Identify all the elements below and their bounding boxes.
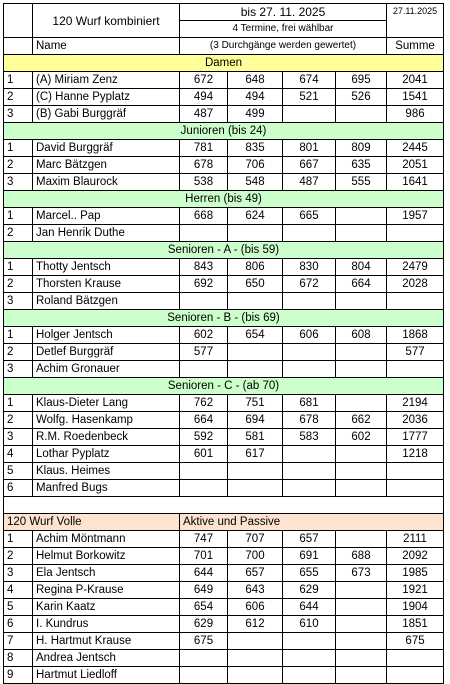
sum-cell: 577 xyxy=(387,344,444,361)
score-cell: 664 xyxy=(336,276,387,293)
score-cell: 667 xyxy=(283,157,336,174)
table-row xyxy=(4,208,444,225)
sum-cell: 2445 xyxy=(387,140,444,157)
score-cell: 700 xyxy=(228,548,283,565)
rank-cell: 3 xyxy=(4,293,33,310)
section-header xyxy=(4,55,444,72)
score-cell xyxy=(228,344,283,361)
rank-cell: 3 xyxy=(4,361,33,378)
score-cell xyxy=(336,650,387,667)
sum-cell: 1851 xyxy=(387,616,444,633)
score-cell xyxy=(283,225,336,242)
score-cell xyxy=(336,208,387,225)
table-row xyxy=(4,327,444,344)
score-cell xyxy=(180,480,228,497)
section-title: Damen xyxy=(4,55,444,72)
score-cell: 601 xyxy=(180,446,228,463)
score-cell xyxy=(336,106,387,123)
player-name: Ela Jentsch xyxy=(33,565,180,582)
score-cell xyxy=(336,582,387,599)
score-cell: 608 xyxy=(336,327,387,344)
score-cell: 672 xyxy=(180,72,228,89)
table-row xyxy=(4,140,444,157)
section-title: Senioren - C - (ab 70) xyxy=(4,378,444,395)
player-name: Marc Bätzgen xyxy=(33,157,180,174)
score-cell xyxy=(180,225,228,242)
sum-cell: 2479 xyxy=(387,259,444,276)
rank-cell: 1 xyxy=(4,327,33,344)
table-row xyxy=(4,667,444,684)
player-name: (C) Hanne Pyplatz xyxy=(33,89,180,106)
player-name: Roland Bätzgen xyxy=(33,293,180,310)
deadline-label: bis 27. 11. 2025 xyxy=(180,4,387,21)
score-cell: 644 xyxy=(180,565,228,582)
score-cell: 781 xyxy=(180,140,228,157)
score-cell xyxy=(336,361,387,378)
score-cell: 648 xyxy=(228,72,283,89)
rank-cell: 4 xyxy=(4,582,33,599)
table-row xyxy=(4,276,444,293)
score-cell: 694 xyxy=(228,412,283,429)
score-cell xyxy=(336,531,387,548)
score-cell xyxy=(180,463,228,480)
sum-cell: 2028 xyxy=(387,276,444,293)
sum-cell xyxy=(387,480,444,497)
section-title: Senioren - B - (bis 69) xyxy=(4,310,444,327)
score-cell xyxy=(336,395,387,412)
score-cell xyxy=(283,667,336,684)
score-cell: 673 xyxy=(336,565,387,582)
player-name: Hartmut Liedloff xyxy=(33,667,180,684)
sum-cell: 1541 xyxy=(387,89,444,106)
table-row xyxy=(4,531,444,548)
score-cell: 672 xyxy=(283,276,336,293)
volle-subtitle: Aktive und Passive xyxy=(180,514,444,531)
rank-cell: 1 xyxy=(4,531,33,548)
score-cell xyxy=(336,225,387,242)
score-cell: 592 xyxy=(180,429,228,446)
score-cell: 610 xyxy=(283,616,336,633)
score-cell: 555 xyxy=(336,174,387,191)
column-header-name: Name xyxy=(33,38,180,55)
rank-cell: 2 xyxy=(4,548,33,565)
table-row xyxy=(4,157,444,174)
table-row xyxy=(4,412,444,429)
sum-cell: 1985 xyxy=(387,565,444,582)
sum-cell: 2051 xyxy=(387,157,444,174)
rank-cell: 1 xyxy=(4,72,33,89)
score-cell xyxy=(336,667,387,684)
table-row xyxy=(4,89,444,106)
score-cell xyxy=(283,463,336,480)
score-cell: 612 xyxy=(228,616,283,633)
table-row xyxy=(4,259,444,276)
score-cell: 809 xyxy=(336,140,387,157)
rank-cell: 3 xyxy=(4,174,33,191)
table-row xyxy=(4,463,444,480)
rank-cell: 4 xyxy=(4,446,33,463)
score-cell xyxy=(283,650,336,667)
score-cell xyxy=(283,633,336,650)
score-cell: 654 xyxy=(228,327,283,344)
player-name: Klaus. Heimes xyxy=(33,463,180,480)
sheet-title: 120 Wurf kombiniert xyxy=(33,4,180,38)
score-cell xyxy=(180,667,228,684)
rank-cell: 2 xyxy=(4,276,33,293)
table-row xyxy=(4,361,444,378)
score-cell: 526 xyxy=(336,89,387,106)
score-cell xyxy=(228,667,283,684)
rank-cell: 2 xyxy=(4,89,33,106)
header-row-1 xyxy=(4,4,444,21)
score-cell: 692 xyxy=(180,276,228,293)
table-row xyxy=(4,582,444,599)
rank-cell: 3 xyxy=(4,106,33,123)
sum-cell: 2111 xyxy=(387,531,444,548)
table-row xyxy=(4,633,444,650)
score-cell xyxy=(283,293,336,310)
column-header-sum: Summe xyxy=(387,38,444,55)
score-cell: 650 xyxy=(228,276,283,293)
score-cell: 499 xyxy=(228,106,283,123)
score-cell: 487 xyxy=(180,106,228,123)
rank-cell: 1 xyxy=(4,140,33,157)
score-cell xyxy=(336,616,387,633)
score-cell: 806 xyxy=(228,259,283,276)
sum-cell: 1904 xyxy=(387,599,444,616)
sum-cell: 1641 xyxy=(387,174,444,191)
rule-label: (3 Durchgänge werden gewertet) xyxy=(180,38,387,55)
score-cell: 487 xyxy=(283,174,336,191)
score-cell: 701 xyxy=(180,548,228,565)
sum-cell: 2194 xyxy=(387,395,444,412)
score-cell: 843 xyxy=(180,259,228,276)
score-cell xyxy=(336,446,387,463)
section-gap xyxy=(4,497,444,514)
player-name: R.M. Roedenbeck xyxy=(33,429,180,446)
header-row-3 xyxy=(4,38,444,55)
rank-cell: 2 xyxy=(4,225,33,242)
sum-cell: 2041 xyxy=(387,72,444,89)
player-name: Maxim Blaurock xyxy=(33,174,180,191)
player-name: Thotty Jentsch xyxy=(33,259,180,276)
score-cell: 629 xyxy=(283,582,336,599)
rank-cell: 3 xyxy=(4,429,33,446)
sum-cell xyxy=(387,293,444,310)
score-cell xyxy=(228,463,283,480)
score-cell: 747 xyxy=(180,531,228,548)
sum-cell: 2036 xyxy=(387,412,444,429)
table-row xyxy=(4,565,444,582)
section-title: Junioren (bis 24) xyxy=(4,123,444,140)
score-cell: 830 xyxy=(283,259,336,276)
player-name: Karin Kaatz xyxy=(33,599,180,616)
score-cell xyxy=(283,446,336,463)
player-name: Regina P-Krause xyxy=(33,582,180,599)
sum-cell: 986 xyxy=(387,106,444,123)
volle-header xyxy=(4,514,444,531)
terms-label: 4 Termine, frei wählbar xyxy=(180,21,387,38)
score-cell: 681 xyxy=(283,395,336,412)
table-row xyxy=(4,293,444,310)
score-cell: 494 xyxy=(228,89,283,106)
score-cell: 643 xyxy=(228,582,283,599)
sum-cell: 675 xyxy=(387,633,444,650)
score-cell xyxy=(336,599,387,616)
score-cell xyxy=(180,650,228,667)
player-name: H. Hartmut Krause xyxy=(33,633,180,650)
score-cell xyxy=(283,106,336,123)
section-header xyxy=(4,123,444,140)
player-name: Achim Möntmann xyxy=(33,531,180,548)
score-cell xyxy=(228,480,283,497)
player-name: Marcel.. Pap xyxy=(33,208,180,225)
score-cell: 665 xyxy=(283,208,336,225)
player-name: Manfred Bugs xyxy=(33,480,180,497)
sum-cell: 1921 xyxy=(387,582,444,599)
player-name: Holger Jentsch xyxy=(33,327,180,344)
table-row xyxy=(4,446,444,463)
rank-cell: 1 xyxy=(4,208,33,225)
sum-cell xyxy=(387,225,444,242)
sum-cell: 2092 xyxy=(387,548,444,565)
section-header xyxy=(4,378,444,395)
rank-cell: 3 xyxy=(4,565,33,582)
rank-cell: 2 xyxy=(4,157,33,174)
score-cell: 804 xyxy=(336,259,387,276)
table-row xyxy=(4,174,444,191)
player-name: Thorsten Krause xyxy=(33,276,180,293)
score-cell: 662 xyxy=(336,412,387,429)
score-cell: 691 xyxy=(283,548,336,565)
score-cell: 606 xyxy=(283,327,336,344)
section-header xyxy=(4,191,444,208)
player-name: Achim Gronauer xyxy=(33,361,180,378)
score-cell: 629 xyxy=(180,616,228,633)
score-cell: 581 xyxy=(228,429,283,446)
score-cell: 654 xyxy=(180,599,228,616)
score-cell xyxy=(336,344,387,361)
player-name: Klaus-Dieter Lang xyxy=(33,395,180,412)
score-table xyxy=(3,3,444,684)
table-row xyxy=(4,616,444,633)
score-cell: 538 xyxy=(180,174,228,191)
rank-cell: 7 xyxy=(4,633,33,650)
score-cell: 624 xyxy=(228,208,283,225)
score-cell: 801 xyxy=(283,140,336,157)
date-stamp: 27.11.2025 xyxy=(387,4,444,38)
score-cell: 602 xyxy=(180,327,228,344)
rank-cell: 2 xyxy=(4,412,33,429)
player-name: Andrea Jentsch xyxy=(33,650,180,667)
table-row xyxy=(4,548,444,565)
score-cell: 583 xyxy=(283,429,336,446)
score-cell: 707 xyxy=(228,531,283,548)
score-cell: 635 xyxy=(336,157,387,174)
score-table-body xyxy=(4,4,444,684)
table-row xyxy=(4,344,444,361)
score-cell: 655 xyxy=(283,565,336,582)
player-name: Helmut Borkowitz xyxy=(33,548,180,565)
player-name: (B) Gabi Burggräf xyxy=(33,106,180,123)
score-cell: 617 xyxy=(228,446,283,463)
score-cell: 688 xyxy=(336,548,387,565)
score-cell: 664 xyxy=(180,412,228,429)
rank-cell: 5 xyxy=(4,599,33,616)
sum-cell: 1777 xyxy=(387,429,444,446)
player-name: Detlef Burggräf xyxy=(33,344,180,361)
rank-cell: 2 xyxy=(4,344,33,361)
rank-cell: 8 xyxy=(4,650,33,667)
rank-cell: 6 xyxy=(4,480,33,497)
score-cell xyxy=(180,361,228,378)
score-cell: 494 xyxy=(180,89,228,106)
score-cell xyxy=(180,293,228,310)
table-row xyxy=(4,225,444,242)
score-cell: 668 xyxy=(180,208,228,225)
section-title: Herren (bis 49) xyxy=(4,191,444,208)
score-cell: 548 xyxy=(228,174,283,191)
rank-cell: 6 xyxy=(4,616,33,633)
table-row xyxy=(4,395,444,412)
section-header xyxy=(4,242,444,259)
score-cell: 678 xyxy=(283,412,336,429)
score-cell xyxy=(228,361,283,378)
header-rank-blank xyxy=(4,38,33,55)
table-row xyxy=(4,650,444,667)
score-cell: 835 xyxy=(228,140,283,157)
player-name: Lothar Pyplatz xyxy=(33,446,180,463)
score-cell xyxy=(283,480,336,497)
sum-cell xyxy=(387,667,444,684)
score-cell: 695 xyxy=(336,72,387,89)
score-cell xyxy=(336,480,387,497)
score-cell xyxy=(336,293,387,310)
score-cell: 602 xyxy=(336,429,387,446)
rank-cell: 1 xyxy=(4,395,33,412)
score-cell: 521 xyxy=(283,89,336,106)
score-cell xyxy=(283,344,336,361)
sum-cell: 1218 xyxy=(387,446,444,463)
section-header xyxy=(4,310,444,327)
score-cell: 674 xyxy=(283,72,336,89)
table-row xyxy=(4,106,444,123)
score-cell xyxy=(228,650,283,667)
table-row xyxy=(4,480,444,497)
score-cell: 675 xyxy=(180,633,228,650)
section-title: Senioren - A - (bis 59) xyxy=(4,242,444,259)
player-name: I. Kundrus xyxy=(33,616,180,633)
score-cell: 657 xyxy=(283,531,336,548)
rank-cell: 9 xyxy=(4,667,33,684)
table-row xyxy=(4,429,444,446)
gap-cell xyxy=(4,497,444,514)
player-name: Jan Henrik Duthe xyxy=(33,225,180,242)
score-cell: 606 xyxy=(228,599,283,616)
score-cell xyxy=(228,225,283,242)
score-cell: 649 xyxy=(180,582,228,599)
score-cell xyxy=(283,361,336,378)
sum-cell xyxy=(387,463,444,480)
score-cell: 762 xyxy=(180,395,228,412)
player-name: (A) Miriam Zenz xyxy=(33,72,180,89)
score-cell: 751 xyxy=(228,395,283,412)
score-cell xyxy=(228,633,283,650)
score-cell xyxy=(336,463,387,480)
score-cell: 678 xyxy=(180,157,228,174)
sum-cell: 1957 xyxy=(387,208,444,225)
sum-cell xyxy=(387,361,444,378)
rank-cell: 5 xyxy=(4,463,33,480)
sum-cell: 1868 xyxy=(387,327,444,344)
player-name: Wolfg. Hasenkamp xyxy=(33,412,180,429)
table-row xyxy=(4,599,444,616)
sum-cell xyxy=(387,650,444,667)
score-cell: 657 xyxy=(228,565,283,582)
player-name: David Burggräf xyxy=(33,140,180,157)
score-cell: 577 xyxy=(180,344,228,361)
score-cell xyxy=(228,293,283,310)
score-cell: 706 xyxy=(228,157,283,174)
volle-title: 120 Wurf Volle xyxy=(4,514,180,531)
score-cell xyxy=(336,633,387,650)
header-corner xyxy=(4,4,33,38)
table-row xyxy=(4,72,444,89)
score-cell: 644 xyxy=(283,599,336,616)
rank-cell: 1 xyxy=(4,259,33,276)
